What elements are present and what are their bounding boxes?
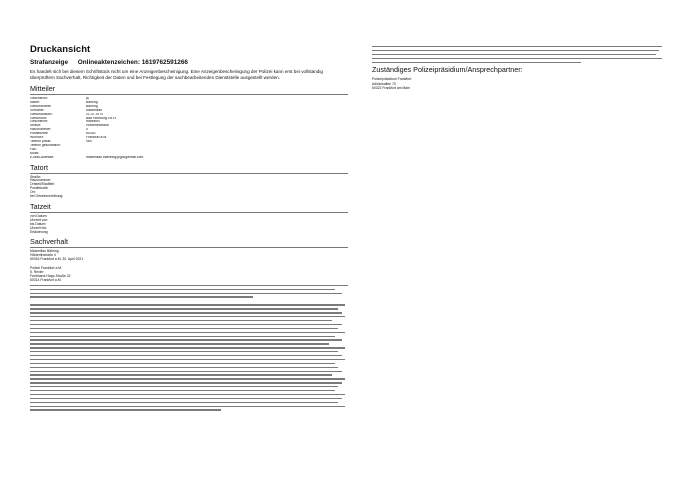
field-label: Postleitzahl:: [30, 132, 49, 136]
subtitle-row: [30, 59, 348, 67]
field-label: Ort:: [30, 190, 36, 195]
field-label: Telefon privat:: [30, 139, 52, 143]
field-value: Bad Homburg v.d.H.: [86, 116, 117, 120]
text-line: [372, 54, 656, 55]
text-line: [30, 359, 345, 360]
field-value: 60316: [86, 132, 96, 136]
responsible-police-heading: Zuständiges Polizeipräsidium/Ansprechpartner:: [372, 64, 523, 74]
section-heading-tatort: Tatort: [30, 164, 348, 174]
sender-line: Hölderlinstraße 4: [30, 253, 56, 258]
field-label: Geburtsort:: [30, 116, 47, 120]
text-line: [30, 402, 338, 403]
letter-sender-block: [30, 250, 348, 262]
section-heading-mitteiler: Mitteiler: [30, 85, 348, 95]
text-line: [30, 351, 338, 352]
field-label: bis Datum:: [30, 221, 47, 226]
recipient-line: 60314 Frankfurt a.M.: [30, 277, 62, 282]
text-line: [30, 304, 345, 305]
recipient-line: 5. Revier: [30, 270, 44, 275]
field-label: Vorname:: [30, 108, 45, 112]
text-line: [372, 62, 581, 63]
online-file-number: Onlineaktenzeichen: 1619762591266: [77, 59, 188, 66]
field-label: E-Mail-Adresse:: [30, 155, 55, 159]
sender-line: Maximilian Bähring: [30, 249, 59, 254]
police-address: [372, 77, 662, 91]
field-label: Uhrzeit bis:: [30, 225, 47, 230]
field-value: männlich: [86, 120, 100, 124]
field-value: Hölderlinstraße: [86, 124, 109, 128]
text-line: [30, 328, 338, 329]
field-label: Hausnummer:: [30, 128, 52, 132]
text-line: [30, 394, 345, 395]
field-label: Geschlecht:: [30, 120, 48, 124]
tatort-fields: [30, 176, 348, 199]
text-line: [30, 324, 342, 325]
text-line: [30, 343, 329, 344]
page-title: Druckansicht: [30, 44, 91, 55]
field-label: Name:: [30, 100, 40, 104]
text-line: [30, 308, 338, 309]
text-line: [30, 409, 221, 410]
field-label: Hausnummer:: [30, 178, 52, 183]
text-line: [30, 336, 335, 337]
continued-text: [372, 46, 662, 63]
text-line: [30, 296, 253, 297]
text-line: [30, 382, 342, 383]
text-line: [30, 374, 332, 375]
text-line: [372, 46, 662, 47]
text-line: [30, 390, 335, 391]
text-line: [30, 371, 342, 372]
text-line: [30, 367, 338, 368]
field-value: 4: [86, 128, 88, 132]
mitteiler-fields: [30, 97, 348, 160]
text-line: [30, 363, 335, 364]
field-label: von Datum:: [30, 213, 48, 218]
text-line: [30, 320, 332, 321]
letter-recipient-block: [30, 267, 348, 283]
field-label: Telefon geschäftlich:: [30, 143, 61, 147]
address-line: Adickesallee 70: [372, 81, 396, 86]
field-label: Straße:: [30, 174, 42, 179]
text-line: [30, 386, 338, 387]
intro-notice: Es handelt sich bei diesem Schriftstück nicht um eine Anzeigenbescheinigung. Eine Anzeigenbescheinigung der Polizei kann erst bei vollständig überprüftem Sachverhalt, Richtigkeit der Daten und bei Festlegung der sachbearbeitenden Dienststelle ausgestellt werden.: [30, 69, 323, 80]
tatzeit-fields: [30, 215, 348, 235]
field-label: Mobil:: [30, 151, 40, 155]
text-line: [30, 347, 345, 348]
field-value: Maximilian: [86, 108, 103, 112]
text-line: [30, 289, 335, 290]
field-label: Uhrzeit von:: [30, 217, 49, 222]
right-column: [372, 44, 662, 91]
recipient-line: Ferdinand-Happ-Straße 32: [30, 274, 71, 278]
field-value: Bähring: [86, 104, 98, 108]
text-line: [30, 398, 342, 399]
text-line: [30, 339, 342, 340]
text-line: [372, 58, 662, 59]
section-heading-tatzeit: Tatzeit: [30, 203, 348, 213]
report-type: Strafanzeige: [30, 59, 69, 66]
text-line: [30, 406, 345, 407]
field-value: Bähring: [86, 100, 98, 104]
sender-line: 60316 Frankfurt a.M. 30. April 2021: [30, 257, 84, 262]
field-label: Geburtsdatum:: [30, 112, 53, 116]
field-label: Erläuterung:: [30, 229, 49, 234]
field-value: 069: [86, 139, 92, 143]
letter-body-text: [30, 285, 348, 411]
field-label: Postleitzahl:: [30, 186, 49, 191]
text-line: [30, 285, 348, 286]
text-line: [30, 355, 342, 356]
field-label: Geburtsname:: [30, 104, 52, 108]
field-value: Frankfurt a.M.: [86, 136, 108, 140]
field-label: Geschlecht:: [30, 97, 48, 100]
field-label: bei Ortsbeschreibung:: [30, 194, 64, 199]
field-value: maximilian.baehring@googlemail.com: [86, 155, 144, 159]
field-value: ja: [86, 97, 89, 100]
section-heading-sachverhalt: Sachverhalt: [30, 238, 348, 248]
text-line: [30, 293, 342, 294]
text-line: [30, 332, 345, 333]
field-label: Wohnort:: [30, 136, 44, 140]
field-label: Straße:: [30, 124, 42, 128]
address-line: Polizeipräsidium Frankfurt: [372, 76, 412, 81]
text-line: [30, 378, 345, 379]
text-line: [30, 312, 342, 313]
recipient-line: Polizei Frankfurt a.M.: [30, 266, 63, 271]
text-line: [372, 50, 659, 51]
left-column: [30, 44, 348, 413]
field-value: 21.07.1970: [86, 112, 103, 116]
text-line: [30, 316, 345, 317]
field-label: Ortsteil/Stadtteil:: [30, 182, 55, 187]
field-label: Fax:: [30, 147, 37, 151]
address-line: 60322 Frankfurt am Main: [372, 86, 410, 91]
